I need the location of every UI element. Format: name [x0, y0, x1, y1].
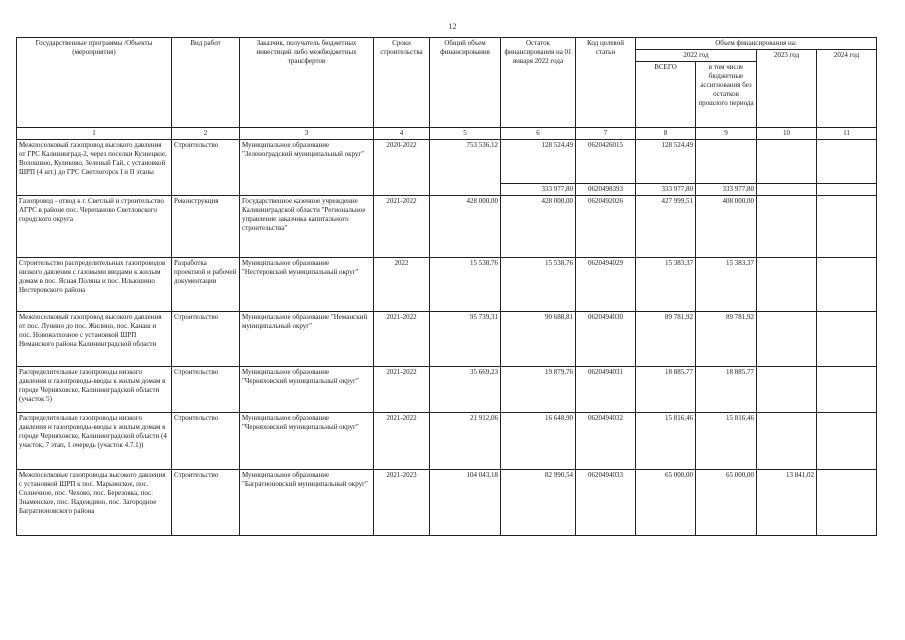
column-number: 11	[817, 128, 877, 140]
column-number-row	[17, 128, 877, 140]
target-code: 0620494032	[576, 413, 636, 470]
table-row	[17, 196, 877, 258]
total-financing: 104 043,18	[430, 470, 501, 536]
remainder: 82 990,54	[501, 470, 576, 536]
customer: Муниципальное образование "Черняховский муниципальный округ"	[240, 413, 374, 470]
customer: Муниципальное образование "Нестеровский муниципальный округ"	[240, 258, 374, 312]
volume-2023	[757, 312, 817, 367]
remainder: 15 538,76	[501, 258, 576, 312]
header-2022-incl: в том числе бюджетные ассигнования без остатков прошлого периода	[696, 62, 757, 128]
volume-2023	[757, 140, 817, 184]
target-code: 0620426015	[576, 140, 636, 184]
column-number: 4	[374, 128, 430, 140]
volume-2022-total: 89 781,92	[636, 312, 696, 367]
column-number: 8	[636, 128, 696, 140]
table-row	[17, 140, 877, 184]
column-number: 2	[172, 128, 240, 140]
volume-2023	[757, 367, 817, 413]
total-financing: 21 912,06	[430, 413, 501, 470]
volume-2022-total: 128 524,49	[636, 140, 696, 184]
volume-2022-total: 18 885,77	[636, 367, 696, 413]
work-type: Строительство	[172, 312, 240, 367]
header-code: Код целевой статьи	[576, 38, 636, 128]
volume-2023	[757, 413, 817, 470]
volume-2024	[817, 470, 877, 536]
construction-years: 2022	[374, 258, 430, 312]
work-type: Строительство	[172, 140, 240, 196]
page-number: 12	[448, 22, 457, 31]
work-type: Строительство	[172, 367, 240, 413]
column-number: 10	[757, 128, 817, 140]
volume-2022-total: 15 816,46	[636, 413, 696, 470]
table-header	[17, 38, 877, 140]
header-work-type: Вид работ	[172, 38, 240, 128]
volume-2022-incl: 65 000,00	[696, 470, 757, 536]
header-volume: Объем финансирования на:	[636, 38, 877, 50]
customer: Государственное казенное учреждение Калининградской области "Региональное управление заказчика капитального строительства"	[240, 196, 374, 258]
volume-2024	[817, 312, 877, 367]
volume-2022-incl: 333 977,80	[696, 184, 757, 196]
header-2022-total: ВСЕГО	[636, 62, 696, 128]
object-name: Межпоселковый газопровод высокого давления от ГРС Калининград-2, через поселки Кузнецкое, Волошино, Куликово, Зеленый Гай, с установкой ШРП (4 шт.) до ГРС Светлогорск I и II этапы	[17, 140, 172, 196]
table-body	[17, 140, 877, 536]
header-2023: 2023 год	[757, 50, 817, 128]
table-row	[17, 312, 877, 367]
target-code: 0620494033	[576, 470, 636, 536]
header-customer: Заказчик, получатель бюджетных инвестиций либо межбюджетных трансфертов	[240, 38, 374, 128]
customer: Муниципальное образование "Черняховский муниципальный округ"	[240, 367, 374, 413]
remainder: 19 879,76	[501, 367, 576, 413]
table-row	[17, 258, 877, 312]
customer: Муниципальное образование "Багратионовский муниципальный округ"	[240, 470, 374, 536]
construction-years: 2021-2022	[374, 196, 430, 258]
volume-2022-total: 15 383,37	[636, 258, 696, 312]
construction-years: 2021-2023	[374, 470, 430, 536]
object-name: Распределительные газопроводы низкого давления и газопроводы-вводы к жилым домам в городе Черняховске, Калининградской области (участок 5)	[17, 367, 172, 413]
target-code: 0620494029	[576, 258, 636, 312]
construction-years: 2021-2022	[374, 312, 430, 367]
column-number: 1	[17, 128, 172, 140]
work-type: Разработка проектной и рабочей документации	[172, 258, 240, 312]
total-financing: 15 538,76	[430, 258, 501, 312]
volume-2022-total: 65 000,00	[636, 470, 696, 536]
remainder: 90 688,81	[501, 312, 576, 367]
volume-2024	[817, 367, 877, 413]
volume-2024	[817, 258, 877, 312]
header-2022: 2022 год	[636, 50, 757, 62]
header-program: Государственные программы /Объекты (мероприятия)	[17, 38, 172, 128]
target-code: 0620492026	[576, 196, 636, 258]
object-name: Межпоселковый газопровод высокого давления от пос. Лунино до пос. Жилино, пос. Канаш и пос. Новоколхозное с установкой ШРП Неманского района Калининградской области	[17, 312, 172, 367]
volume-2022-incl: 15 383,37	[696, 258, 757, 312]
column-number: 7	[576, 128, 636, 140]
total-financing: 753 536,12	[430, 140, 501, 196]
remainder: 428 000,00	[501, 196, 576, 258]
total-financing: 428 000,00	[430, 196, 501, 258]
customer: Муниципальное образование "Неманский муниципальный округ"	[240, 312, 374, 367]
work-type: Реконструкция	[172, 196, 240, 258]
volume-2022-incl	[696, 140, 757, 184]
total-financing: 95 739,31	[430, 312, 501, 367]
table-row	[17, 470, 877, 536]
remainder: 16 648,90	[501, 413, 576, 470]
total-financing: 35 669,23	[430, 367, 501, 413]
header-remainder: Остаток финансирования на 01 января 2022 года	[501, 38, 576, 128]
target-code: 0620498393	[576, 184, 636, 196]
object-name: Распределительные газопроводы низкого давления и газопроводы-вводы к жилым домам в городе Черняховске, Калининградской области (4 участок, 7 этап, 1 очередь (участок 4.7.1))	[17, 413, 172, 470]
financing-table	[16, 37, 877, 536]
table-row	[17, 367, 877, 413]
column-number: 6	[501, 128, 576, 140]
construction-years: 2021-2022	[374, 413, 430, 470]
object-name: Межпоселковые газопроводы высокого давления с установкой ШРП к пос. Марьинское, пос. Солнечное, пос. Чехово, пос. Березовка, пос. Знаменское, пос. Надеждино, пос. Загородное Багратионовского района	[17, 470, 172, 536]
customer: Муниципальное образование "Зеленоградский муниципальный округ"	[240, 140, 374, 196]
volume-2022-incl: 408 000,00	[696, 196, 757, 258]
work-type: Строительство	[172, 470, 240, 536]
object-name: Газопровод - отвод к г. Светлый и строительство АГРС в районе пос. Черепаново Светловского городского округа	[17, 196, 172, 258]
column-number: 9	[696, 128, 757, 140]
header-total: Общий объем финансирования	[430, 38, 501, 128]
column-number: 3	[240, 128, 374, 140]
table-row	[17, 413, 877, 470]
work-type: Строительство	[172, 413, 240, 470]
volume-2023: 13 841,02	[757, 470, 817, 536]
remainder: 128 524,49	[501, 140, 576, 184]
volume-2022-total: 333 977,80	[636, 184, 696, 196]
object-name: Строительство распределительных газопроводов низкого давления с газовыми вводами к жилым домам в пос. Ясная Поляна и пос. Ильюшино Нестеровского района	[17, 258, 172, 312]
volume-2022-incl: 18 885,77	[696, 367, 757, 413]
construction-years: 2020-2022	[374, 140, 430, 196]
volume-2023	[757, 258, 817, 312]
volume-2024	[817, 413, 877, 470]
construction-years: 2021-2022	[374, 367, 430, 413]
volume-2022-total: 427 999,51	[636, 196, 696, 258]
volume-2024	[817, 140, 877, 184]
target-code: 0620494030	[576, 312, 636, 367]
volume-2023	[757, 184, 817, 196]
volume-2024	[817, 196, 877, 258]
volume-2022-incl: 89 781,92	[696, 312, 757, 367]
header-2024: 2024 год	[817, 50, 877, 128]
volume-2024	[817, 184, 877, 196]
remainder: 333 977,80	[501, 184, 576, 196]
volume-2023	[757, 196, 817, 258]
volume-2022-incl: 15 816,46	[696, 413, 757, 470]
column-number: 5	[430, 128, 501, 140]
target-code: 0620494031	[576, 367, 636, 413]
header-terms: Сроки строительства	[374, 38, 430, 128]
